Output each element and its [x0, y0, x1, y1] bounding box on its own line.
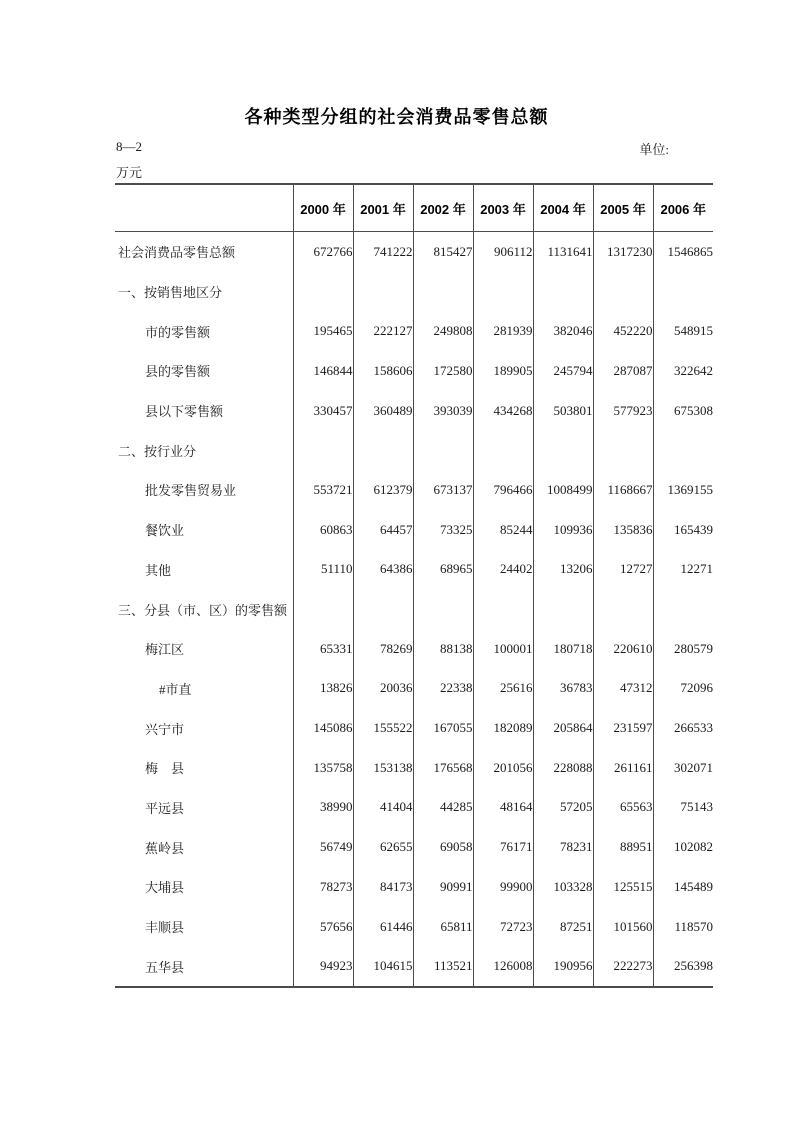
- cell-value: 48164: [473, 788, 533, 828]
- cell-value: 99900: [473, 867, 533, 907]
- column-header: 2002 年: [413, 184, 473, 232]
- cell-value: 189905: [473, 351, 533, 391]
- cell-value: 103328: [533, 867, 593, 907]
- cell-value: 41404: [353, 788, 413, 828]
- column-header: 2003 年: [473, 184, 533, 232]
- cell-value: [293, 430, 353, 470]
- table-row: [115, 589, 713, 629]
- cell-value: 220610: [593, 629, 653, 669]
- cell-value: 182089: [473, 708, 533, 748]
- cell-value: 906112: [473, 232, 533, 272]
- cell-value: 201056: [473, 748, 533, 788]
- cell-value: 195465: [293, 311, 353, 351]
- cell-value: 65331: [293, 629, 353, 669]
- cell-value: [653, 430, 713, 470]
- row-label: 平远县: [145, 800, 185, 816]
- cell-value: 231597: [593, 708, 653, 748]
- cell-value: 118570: [653, 907, 713, 947]
- cell-value: 287087: [593, 351, 653, 391]
- cell-value: 503801: [533, 391, 593, 431]
- cell-value: 73325: [413, 510, 473, 550]
- table-row: [115, 867, 713, 907]
- row-label: 三、分县（市、区）的零售额: [118, 602, 288, 618]
- row-label: 丰顺县: [145, 920, 185, 936]
- cell-value: 62655: [353, 827, 413, 867]
- cell-value: [533, 430, 593, 470]
- corner-cell: [115, 184, 293, 232]
- cell-value: 165439: [653, 510, 713, 550]
- row-label: #市直: [159, 681, 192, 697]
- row-label: 梅江区: [145, 642, 185, 658]
- cell-value: 126008: [473, 946, 533, 987]
- cell-value: 125515: [593, 867, 653, 907]
- cell-value: [533, 272, 593, 312]
- cell-value: 72723: [473, 907, 533, 947]
- cell-value: 68965: [413, 550, 473, 590]
- table-row: [115, 748, 713, 788]
- table-row: [115, 232, 713, 272]
- cell-value: 1168667: [593, 470, 653, 510]
- row-label: 其他: [145, 562, 172, 578]
- cell-value: 22338: [413, 669, 473, 709]
- cell-value: 102082: [653, 827, 713, 867]
- table-row: [115, 470, 713, 510]
- cell-value: 76171: [473, 827, 533, 867]
- cell-value: 245794: [533, 351, 593, 391]
- cell-value: 281939: [473, 311, 533, 351]
- cell-value: 64386: [353, 550, 413, 590]
- row-label: 县以下零售额: [145, 404, 224, 420]
- cell-value: [533, 589, 593, 629]
- cell-value: 13826: [293, 669, 353, 709]
- cell-value: 205864: [533, 708, 593, 748]
- unit-label: 单位:: [639, 142, 669, 157]
- cell-value: 61446: [353, 907, 413, 947]
- cell-value: 12727: [593, 550, 653, 590]
- cell-value: 360489: [353, 391, 413, 431]
- cell-value: 741222: [353, 232, 413, 272]
- row-label: 二、按行业分: [118, 443, 197, 459]
- cell-value: 44285: [413, 788, 473, 828]
- row-label: 大埔县: [145, 880, 185, 896]
- cell-value: 113521: [413, 946, 473, 987]
- cell-value: 64457: [353, 510, 413, 550]
- cell-value: 51110: [293, 550, 353, 590]
- statistics-table: [115, 183, 713, 988]
- cell-value: 78269: [353, 629, 413, 669]
- row-label: 批发零售贸易业: [145, 483, 237, 499]
- cell-value: 87251: [533, 907, 593, 947]
- cell-value: 393039: [413, 391, 473, 431]
- cell-value: [413, 589, 473, 629]
- cell-value: 24402: [473, 550, 533, 590]
- row-label: 梅 县: [145, 761, 185, 777]
- cell-value: 153138: [353, 748, 413, 788]
- cell-value: 180718: [533, 629, 593, 669]
- cell-value: 158606: [353, 351, 413, 391]
- cell-value: 796466: [473, 470, 533, 510]
- cell-value: 84173: [353, 867, 413, 907]
- table-row: [115, 946, 713, 987]
- cell-value: [413, 430, 473, 470]
- row-label: 市的零售额: [145, 324, 211, 340]
- cell-value: 88138: [413, 629, 473, 669]
- table-row: [115, 827, 713, 867]
- cell-value: [413, 272, 473, 312]
- row-label: 餐饮业: [145, 523, 185, 539]
- row-label: 社会消费品零售总额: [118, 245, 236, 261]
- cell-value: 322642: [653, 351, 713, 391]
- cell-value: 577923: [593, 391, 653, 431]
- cell-value: 176568: [413, 748, 473, 788]
- cell-value: 65563: [593, 788, 653, 828]
- meta-line: [116, 139, 713, 157]
- row-label: 蕉岭县: [145, 840, 185, 856]
- cell-value: 104615: [353, 946, 413, 987]
- column-header: 2004 年: [533, 184, 593, 232]
- column-header: 2000 年: [293, 184, 353, 232]
- cell-value: [593, 430, 653, 470]
- cell-value: 382046: [533, 311, 593, 351]
- row-label: 五华县: [145, 959, 185, 975]
- table-number: 8—2: [116, 139, 142, 154]
- unit-value: 万元: [116, 165, 143, 180]
- cell-value: 145086: [293, 708, 353, 748]
- cell-value: 673137: [413, 470, 473, 510]
- column-header: 2005 年: [593, 184, 653, 232]
- cell-value: 101560: [593, 907, 653, 947]
- table-row: [115, 708, 713, 748]
- cell-value: [653, 589, 713, 629]
- cell-value: 135836: [593, 510, 653, 550]
- cell-value: [473, 272, 533, 312]
- cell-value: 85244: [473, 510, 533, 550]
- cell-value: 25616: [473, 669, 533, 709]
- cell-value: 256398: [653, 946, 713, 987]
- header-row: [115, 184, 713, 232]
- table-row: [115, 629, 713, 669]
- cell-value: 249808: [413, 311, 473, 351]
- cell-value: 90991: [413, 867, 473, 907]
- cell-value: 69058: [413, 827, 473, 867]
- cell-value: [473, 589, 533, 629]
- cell-value: 672766: [293, 232, 353, 272]
- cell-value: 434268: [473, 391, 533, 431]
- cell-value: [653, 272, 713, 312]
- cell-value: 553721: [293, 470, 353, 510]
- cell-value: 452220: [593, 311, 653, 351]
- cell-value: 56749: [293, 827, 353, 867]
- cell-value: 135758: [293, 748, 353, 788]
- column-header: 2006 年: [653, 184, 713, 232]
- cell-value: 47312: [593, 669, 653, 709]
- cell-value: 222273: [593, 946, 653, 987]
- page-title: 各种类型分组的社会消费品零售总额: [244, 107, 549, 127]
- table-row: [115, 391, 713, 431]
- cell-value: 190956: [533, 946, 593, 987]
- cell-value: 815427: [413, 232, 473, 272]
- cell-value: [593, 589, 653, 629]
- cell-value: 75143: [653, 788, 713, 828]
- cell-value: [353, 589, 413, 629]
- cell-value: 1369155: [653, 470, 713, 510]
- cell-value: 612379: [353, 470, 413, 510]
- cell-value: 57656: [293, 907, 353, 947]
- row-label: 县的零售额: [145, 364, 211, 380]
- cell-value: 38990: [293, 788, 353, 828]
- cell-value: [593, 272, 653, 312]
- cell-value: [473, 430, 533, 470]
- cell-value: 167055: [413, 708, 473, 748]
- cell-value: 145489: [653, 867, 713, 907]
- table-row: [115, 550, 713, 590]
- table-row: [115, 430, 713, 470]
- table-row: [115, 272, 713, 312]
- cell-value: 72096: [653, 669, 713, 709]
- cell-value: 20036: [353, 669, 413, 709]
- cell-value: 155522: [353, 708, 413, 748]
- cell-value: 302071: [653, 748, 713, 788]
- row-label: 一、按销售地区分: [118, 285, 223, 301]
- cell-value: [353, 272, 413, 312]
- table-row: [115, 907, 713, 947]
- cell-value: 109936: [533, 510, 593, 550]
- cell-value: 1317230: [593, 232, 653, 272]
- column-header: 2001 年: [353, 184, 413, 232]
- cell-value: 65811: [413, 907, 473, 947]
- cell-value: 88951: [593, 827, 653, 867]
- cell-value: [353, 430, 413, 470]
- table-row: [115, 311, 713, 351]
- cell-value: [293, 589, 353, 629]
- cell-value: 94923: [293, 946, 353, 987]
- cell-value: 1008499: [533, 470, 593, 510]
- cell-value: 330457: [293, 391, 353, 431]
- cell-value: 36783: [533, 669, 593, 709]
- table-row: [115, 669, 713, 709]
- cell-value: 675308: [653, 391, 713, 431]
- cell-value: 222127: [353, 311, 413, 351]
- cell-value: 146844: [293, 351, 353, 391]
- cell-value: 266533: [653, 708, 713, 748]
- cell-value: 78231: [533, 827, 593, 867]
- cell-value: 261161: [593, 748, 653, 788]
- cell-value: 280579: [653, 629, 713, 669]
- cell-value: 1131641: [533, 232, 593, 272]
- cell-value: 228088: [533, 748, 593, 788]
- table-row: [115, 788, 713, 828]
- table-row: [115, 351, 713, 391]
- cell-value: 78273: [293, 867, 353, 907]
- cell-value: 57205: [533, 788, 593, 828]
- cell-value: 172580: [413, 351, 473, 391]
- cell-value: 1546865: [653, 232, 713, 272]
- cell-value: 60863: [293, 510, 353, 550]
- cell-value: 548915: [653, 311, 713, 351]
- table-row: [115, 510, 713, 550]
- cell-value: 100001: [473, 629, 533, 669]
- cell-value: [293, 272, 353, 312]
- cell-value: 13206: [533, 550, 593, 590]
- statistics-table-wrap: [115, 183, 713, 988]
- row-label: 兴宁市: [145, 721, 185, 737]
- cell-value: 12271: [653, 550, 713, 590]
